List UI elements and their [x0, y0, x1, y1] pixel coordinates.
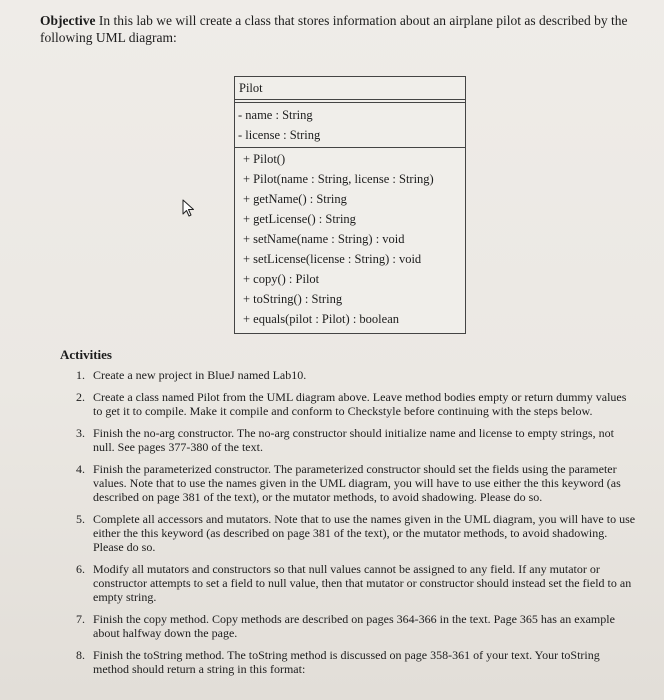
uml-method: + Pilot(name : String, license : String) — [243, 172, 434, 186]
list-item — [76, 368, 636, 382]
uml-attribute: - license : String — [238, 128, 321, 142]
list-item-number: 7. — [76, 612, 85, 626]
list-item — [76, 612, 636, 640]
list-item — [76, 648, 636, 676]
activities-list — [76, 368, 636, 684]
uml-class-name: Pilot — [235, 77, 465, 100]
uml-method: + setLicense(license : String) : void — [243, 252, 422, 266]
list-item — [76, 512, 636, 554]
list-item — [76, 562, 636, 604]
list-item-text: Finish the no-arg constructor. The no-arg constructor should initialize name and license to empty strings, not null. See pages 377-380 of the text. — [93, 426, 614, 454]
objective-label: Objective — [40, 13, 96, 28]
list-item-text: Modify all mutators and constructors so that null values cannot be assigned to any field. If any mutator or constructor attempts to set a field to null value, then that mutator or constructor should instead set the field to an empty string. — [93, 562, 632, 604]
list-item-number: 2. — [76, 390, 85, 404]
list-item-number: 6. — [76, 562, 85, 576]
uml-method: + copy() : Pilot — [243, 272, 320, 286]
list-item-text: Complete all accessors and mutators. Note that to use the names given in the UML diagram, you will have to use either the this keyword (as described on page 381 of the text), or the mutator methods, to avoid shadowing. Please do so. — [93, 512, 636, 554]
uml-method: + toString() : String — [243, 292, 343, 306]
uml-method: + getLicense() : String — [243, 212, 356, 226]
mouse-pointer-icon — [181, 199, 197, 217]
uml-method: + setName(name : String) : void — [243, 232, 405, 246]
uml-methods — [235, 148, 465, 333]
activities-heading: Activities — [60, 347, 112, 362]
uml-method: + equals(pilot : Pilot) : boolean — [243, 312, 399, 326]
uml-attributes — [235, 103, 465, 148]
list-item-number: 5. — [76, 512, 85, 526]
list-item-text: Create a new project in BlueJ named Lab10. — [93, 368, 307, 382]
list-item-number: 4. — [76, 462, 85, 476]
list-item-text: Finish the parameterized constructor. The parameterized constructor should set the fields using the parameter values. Note that to use the names given in the UML diagram, you will have to use either the this keyword (as described on page 381 of the text), or the mutator methods, to avoid shadowing. Please do so. — [93, 462, 621, 504]
list-item-number: 1. — [76, 368, 85, 382]
list-item — [76, 426, 636, 454]
list-item-text: Finish the toString method. The toString method is discussed on page 358-361 of your text. Your toString method should return a string in this format: — [93, 648, 600, 676]
list-item-number: 8. — [76, 648, 85, 662]
list-item-text: Finish the copy method. Copy methods are described on pages 364-366 in the text. Page 365 has an example about halfway down the page. — [93, 612, 615, 640]
list-item — [76, 462, 636, 504]
uml-attribute: - name : String — [238, 108, 313, 122]
uml-method: + Pilot() — [243, 152, 286, 166]
objective-paragraph — [40, 12, 652, 46]
uml-method: + getName() : String — [243, 192, 347, 206]
list-item-number: 3. — [76, 426, 85, 440]
list-item-text: Create a class named Pilot from the UML diagram above. Leave method bodies empty or return dummy values to get it to compile. Make it compile and conform to Checkstyle before continuing with the steps below. — [93, 390, 627, 418]
objective-text: In this lab we will create a class that stores information about an airplane pilot as described by the following UML diagram: — [40, 13, 628, 45]
uml-class-diagram — [234, 76, 466, 334]
list-item — [76, 390, 636, 418]
